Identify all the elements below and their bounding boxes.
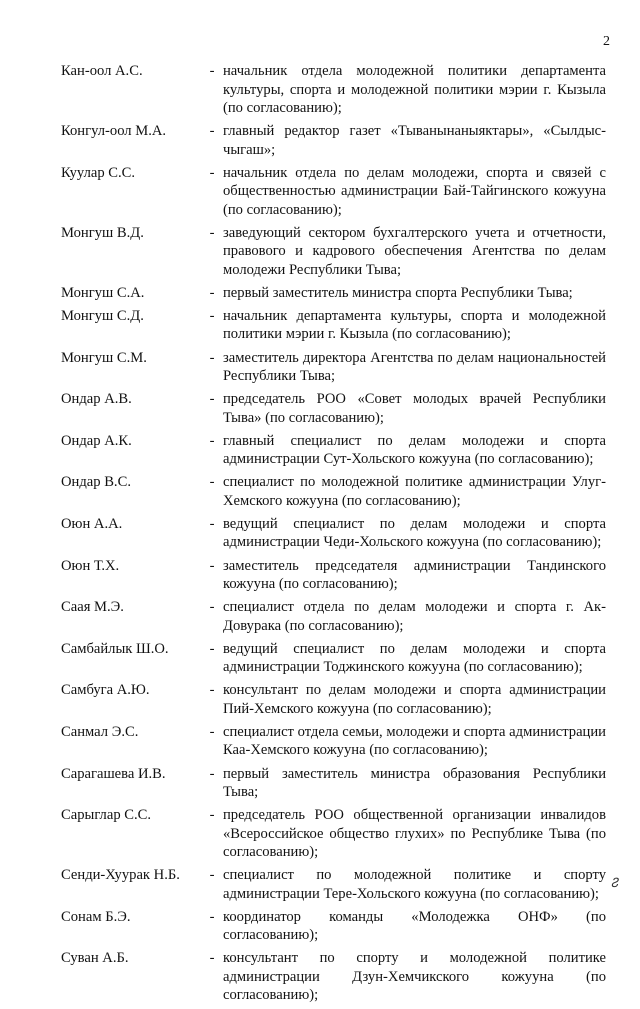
list-item [61,806,606,862]
member-name: Саая М.Э. [61,599,124,616]
list-item [61,349,606,386]
member-name: Монгуш С.А. [61,284,145,301]
member-name: Монгуш С.Д. [61,307,144,324]
member-role: заведующий сектором бухгалтерского учета и отчетности, правового и кадрового обеспечения Агентства по делам молодежи Республики Тыва; [223,224,606,278]
dash-separator: - [209,307,215,324]
member-list [61,62,606,1009]
member-role: специалист отдела по делам молодежи и спорта г. Ак-Довурака (по согласованию); [223,599,606,634]
dash-separator: - [209,432,215,449]
list-item [61,598,606,635]
member-role: специалист отдела семьи, молодежи и спорта администрации Каа-Хемского кожууна (по согласованию); [223,723,606,759]
member-role: заместитель директора Агентства по делам национальностей Республики Тыва; [223,349,606,385]
member-role: консультант по спорту и молодежной политике администрации Дзун-Хемчикского кожууна (по согласованию); [223,950,606,1004]
dash-separator: - [209,164,215,181]
member-role: консультант по делам молодежи и спорта администрации Пий-Хемского кожууна (по согласованию); [223,682,606,717]
dash-separator: - [209,950,215,967]
dash-separator: - [209,640,215,657]
corner-mark: Ⴧ [610,875,618,890]
list-item [61,681,606,718]
list-item [61,432,606,469]
dash-separator: - [209,474,215,491]
dash-separator: - [209,908,215,925]
list-item [61,765,606,802]
member-name: Самбайлык Ш.О. [61,640,169,657]
dash-separator: - [209,123,215,140]
list-item [61,122,606,159]
list-item [61,908,606,945]
member-name: Ондар А.К. [61,432,132,449]
dash-separator: - [209,224,215,241]
member-role: координатор команды «Молодежка ОНФ» (по согласованию); [223,908,606,944]
dash-separator: - [209,557,215,574]
list-item [61,949,606,1005]
list-item [61,473,606,510]
list-item [61,557,606,594]
list-item [61,284,606,303]
member-name: Оюн Т.Х. [61,557,120,574]
dash-separator: - [209,515,215,532]
member-name: Кан-оол А.С. [61,63,143,79]
member-name: Монгуш В.Д. [61,224,144,241]
member-role: заместитель председателя администрации Тандинского кожууна (по согласованию); [223,557,606,593]
member-name: Монгуш С.М. [61,349,147,366]
dash-separator: - [209,867,215,884]
list-item [61,515,606,552]
list-item [61,866,606,903]
list-item [61,224,606,280]
dash-separator: - [209,765,215,782]
dash-separator: - [209,284,215,301]
list-item [61,390,606,427]
dash-separator: - [209,349,215,366]
member-role: главный специалист по делам молодежи и спорта администрации Сут-Хольского кожууна (по согласованию); [223,432,606,468]
list-item [61,723,606,760]
dash-separator: - [209,63,215,79]
member-name: Ондар А.В. [61,391,132,408]
list-item [61,640,606,677]
member-name: Сонам Б.Э. [61,908,131,925]
member-name: Оюн А.А. [61,515,123,532]
member-role: начальник отдела молодежной политики департамента культуры, спорта и молодежной политики мэрии г. Кызыла (по согласованию); [223,63,606,116]
member-name: Сарыглар С.С. [61,807,152,824]
dash-separator: - [209,682,215,699]
dash-separator: - [209,599,215,616]
member-name: Ондар В.С. [61,474,131,491]
member-role: первый заместитель министра образования Республики Тыва; [223,765,606,800]
member-name: Куулар С.С. [61,164,136,181]
member-role: председатель РОО общественной организации инвалидов «Всероссийское общество глухих» по Республике Тыва (по согласованию); [223,807,606,861]
member-role: первый заместитель министра спорта Республики Тыва; [223,284,573,301]
list-item [61,164,606,220]
member-name: Сарагашева И.В. [61,765,166,782]
member-role: главный редактор газет «Тыванынаныяктары», «Сылдыс-чыгаш»; [223,123,606,158]
member-role: председатель РОО «Совет молодых врачей Республики Тыва» (по согласованию); [223,391,606,426]
dash-separator: - [209,723,215,740]
dash-separator: - [209,807,215,824]
page-number: 2 [603,34,610,49]
member-name: Санмал Э.С. [61,723,139,740]
member-role: начальник департамента культуры, спорта и молодежной политики мэрии г. Кызыла (по согласованию); [223,307,606,343]
member-role: специалист по молодежной политике и спорту администрации Тере-Хольского кожууна (по согласованию); [223,867,606,902]
member-name: Суван А.Б. [61,950,129,967]
member-name: Самбуга А.Ю. [61,682,150,699]
member-role: специалист по молодежной политике администрации Улуг-Хемского кожууна (по согласованию); [223,474,606,509]
list-item [61,307,606,344]
member-role: начальник отдела по делам молодежи, спорта и связей с общественностью администрации Бай-Тайгинского кожууна (по согласованию); [223,164,606,218]
member-role: ведущий специалист по делам молодежи и спорта администрации Чеди-Хольского кожууна (по согласованию); [223,515,606,551]
member-name: Конгул-оол М.А. [61,123,167,140]
list-item [61,62,606,118]
member-name: Сенди-Хуурак Н.Б. [61,867,180,884]
dash-separator: - [209,391,215,408]
member-role: ведущий специалист по делам молодежи и спорта администрации Тоджинского кожууна (по согласованию); [223,640,606,676]
